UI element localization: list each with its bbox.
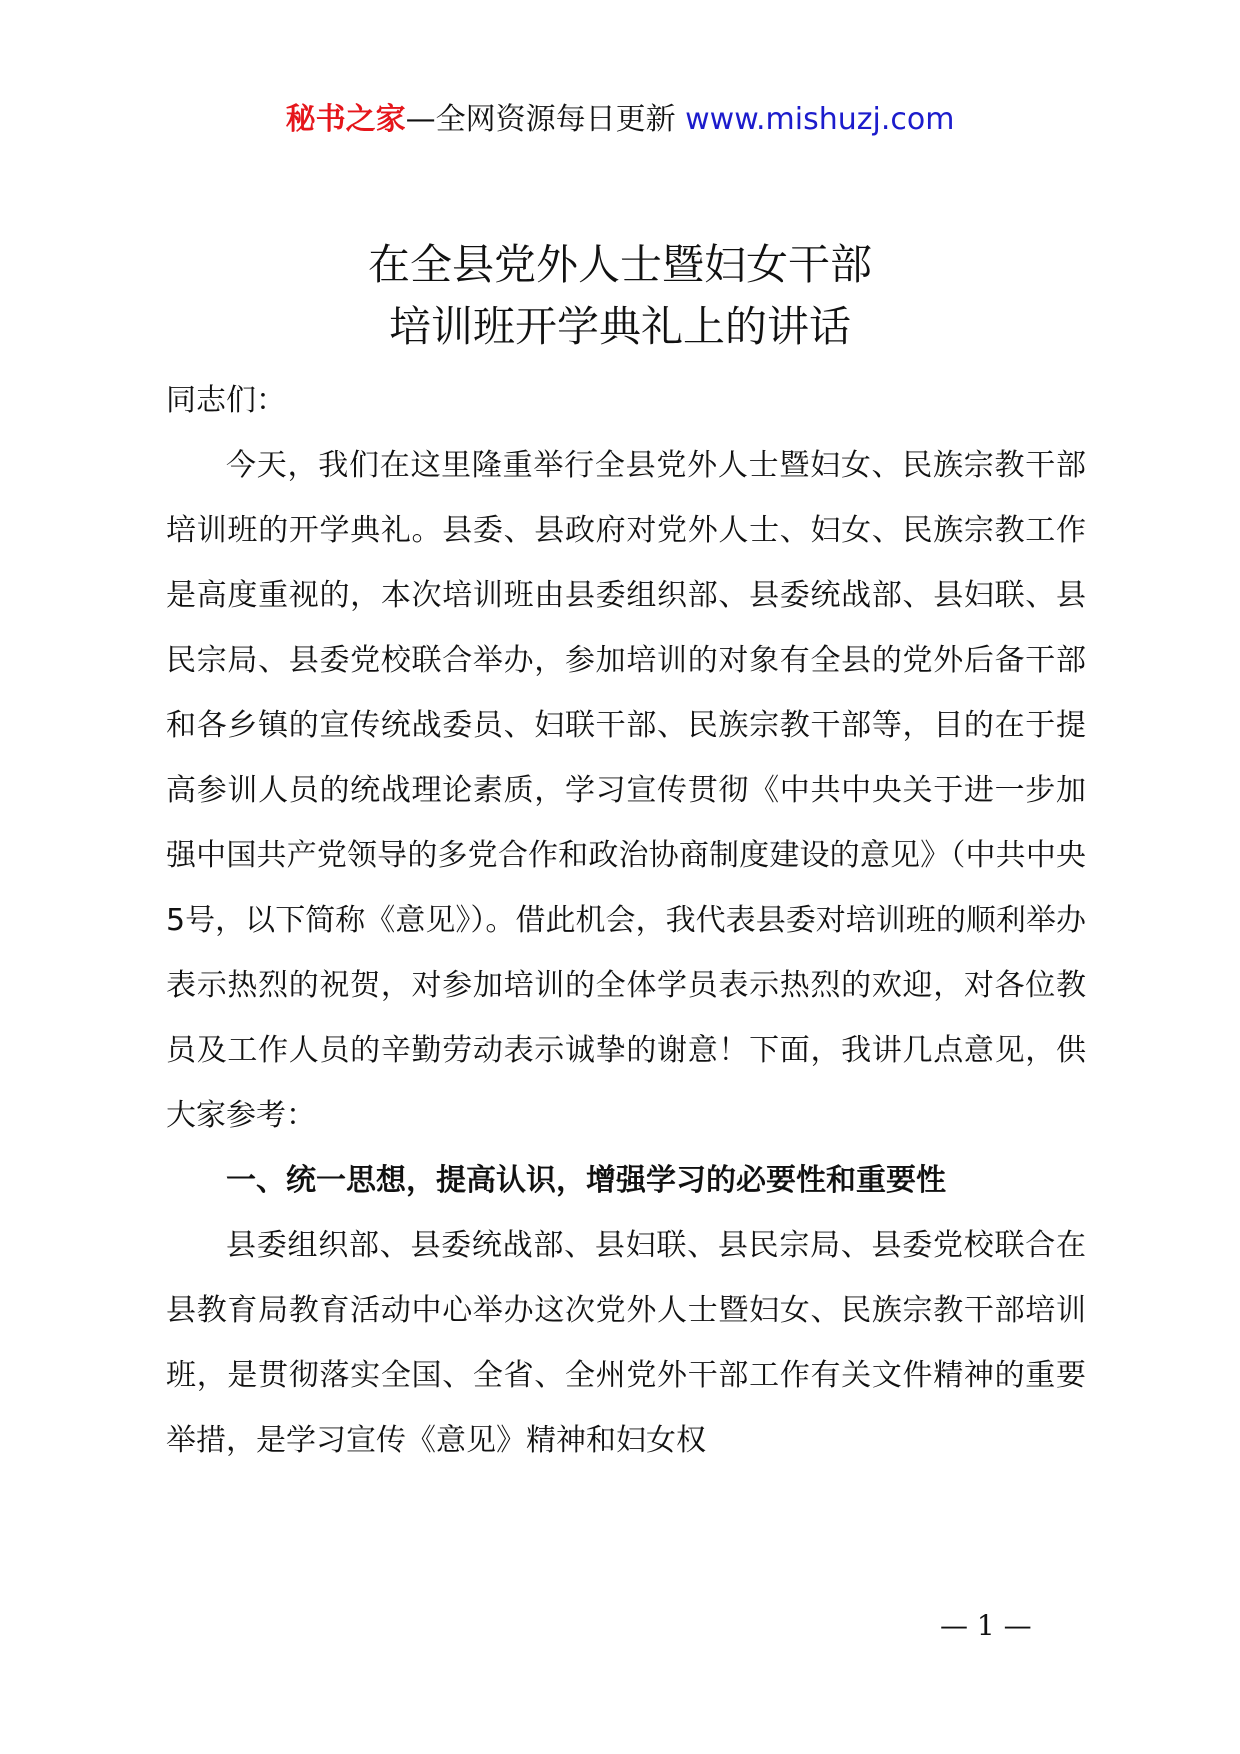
site-url-link[interactable]: www.mishuzj.com [685,102,955,137]
site-brand: 秘书之家 [285,102,406,137]
salutation: 同志们： [166,383,286,418]
document-body [166,368,1086,1473]
document-title [0,234,1240,358]
title-line-1: 在全县党外人士暨妇女干部 [367,240,872,289]
page-number: — 1 — [940,1609,1032,1642]
section-heading-1: 一、统一思想，提高认识，增强学习的必要性和重要性 [226,1163,946,1198]
paragraph-2: 县委组织部、县委统战部、县妇联、县民宗局、县委党校联合在县教育局教育活动中心举办这次党外人士暨妇女、民族宗教干部培训班，是贯彻落实全国、全省、全州党外干部工作有关文件精神的重要举措，是学习宣传《意见》精神和妇女权 [166,1228,1086,1458]
title-line-2: 培训班开学典礼上的讲话 [388,302,851,351]
paragraph-1: 今天，我们在这里隆重举行全县党外人士暨妇女、民族宗教干部培训班的开学典礼。县委、县政府对党外人士、妇女、民族宗教工作是高度重视的，本次培训班由县委组织部、县委统战部、县妇联、县民宗局、县委党校联合举办，参加培训的对象有全县的党外后备干部和各乡镇的宣传统战委员、妇联干部、民族宗教干部等，目的在于提高参训人员的统战理论素质，学习宣传贯彻《中共中央关于进一步加强中国共产党领导的多党合作和政治协商制度建设的意见》（中共中央5号，以下简称《意见》）。借此机会，我代表县委对培训班的顺利举办表示热烈的祝贺，对参加培训的全体学员表示热烈的欢迎，对各位教员及工作人员的辛勤劳动表示诚挚的谢意！下面，我讲几点意见，供大家参考： [166,448,1086,1133]
site-tagline: —全网资源每日更新 [405,102,686,137]
site-banner [0,98,1240,142]
